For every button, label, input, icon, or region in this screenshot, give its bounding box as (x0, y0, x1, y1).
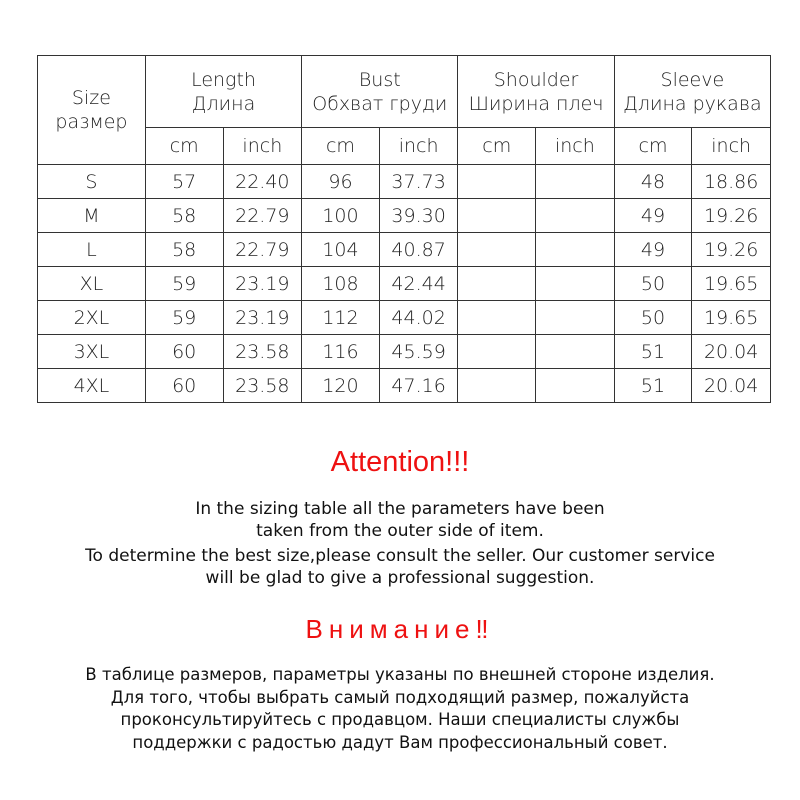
table-row (38, 267, 771, 301)
cell-size: M (38, 199, 146, 233)
header-bust (302, 56, 458, 128)
cell-shoulder-in (536, 199, 615, 233)
cell-shoulder-in (536, 267, 615, 301)
cell-sleeve-in: 19.65 (692, 301, 771, 335)
cell-bust-in: 47.16 (379, 369, 458, 403)
cell-bust-in: 40.87 (379, 233, 458, 267)
cell-size: 4XL (38, 369, 146, 403)
cell-shoulder-cm (458, 267, 536, 301)
notice-ru-line: проконсультируйтесь с продавцом. Наши специалисты службы (120, 710, 680, 729)
header-size-en: Size (71, 87, 111, 109)
cell-size: L (38, 233, 146, 267)
cell-shoulder-cm (458, 165, 536, 199)
table-unit-row (38, 128, 771, 165)
header-bust-ru: Обхват груди (312, 92, 448, 115)
cell-length-in: 22.79 (223, 233, 302, 267)
cell-size: XL (38, 267, 146, 301)
cell-bust-cm: 108 (302, 267, 380, 301)
attention-title-ru: Внимание‼ (305, 614, 495, 644)
cell-bust-cm: 120 (302, 369, 380, 403)
cell-length-in: 22.79 (223, 199, 302, 233)
cell-shoulder-cm (458, 301, 536, 335)
cell-shoulder-in (536, 233, 615, 267)
cell-length-in: 22.40 (223, 165, 302, 199)
cell-sleeve-in: 20.04 (692, 369, 771, 403)
cell-sleeve-in: 19.26 (692, 199, 771, 233)
cell-length-cm: 60 (145, 335, 223, 369)
unit-shoulder-cm: cm (458, 128, 536, 165)
cell-length-in: 23.19 (223, 301, 302, 335)
header-length-en: Length (191, 68, 256, 91)
cell-length-cm: 58 (145, 233, 223, 267)
table-row (38, 369, 771, 403)
header-bust-en: Bust (358, 68, 401, 91)
cell-bust-cm: 112 (302, 301, 380, 335)
cell-shoulder-cm (458, 199, 536, 233)
notice-ru (0, 664, 800, 754)
unit-length-inch: inch (223, 128, 302, 165)
cell-length-cm: 58 (145, 199, 223, 233)
table-row (38, 199, 771, 233)
cell-bust-in: 42.44 (379, 267, 458, 301)
table-row (38, 301, 771, 335)
header-sleeve (614, 56, 770, 128)
notice-en-measurement (0, 498, 800, 542)
cell-length-in: 23.58 (223, 335, 302, 369)
cell-sleeve-cm: 49 (614, 199, 692, 233)
table-header-row (38, 56, 771, 128)
cell-bust-cm: 96 (302, 165, 380, 199)
header-length (145, 56, 301, 128)
header-size-ru: размер (55, 111, 128, 133)
cell-sleeve-cm: 48 (614, 165, 692, 199)
notice-en-line: To determine the best size,please consult the seller. Our customer service (85, 546, 715, 566)
cell-length-in: 23.19 (223, 267, 302, 301)
cell-shoulder-cm (458, 233, 536, 267)
cell-shoulder-in (536, 369, 615, 403)
table-row (38, 165, 771, 199)
cell-size: 2XL (38, 301, 146, 335)
notice-ru-line: В таблице размеров, параметры указаны по внешней стороне изделия. (85, 665, 715, 684)
notice-en-line: In the sizing table all the parameters have been (195, 499, 605, 519)
header-shoulder-ru: Ширина плеч (468, 92, 604, 115)
unit-shoulder-inch: inch (536, 128, 615, 165)
cell-sleeve-cm: 51 (614, 369, 692, 403)
table-row (38, 233, 771, 267)
cell-size: 3XL (38, 335, 146, 369)
cell-length-cm: 57 (145, 165, 223, 199)
header-shoulder (458, 56, 614, 128)
cell-bust-in: 44.02 (379, 301, 458, 335)
cell-bust-cm: 100 (302, 199, 380, 233)
cell-bust-cm: 116 (302, 335, 380, 369)
cell-bust-in: 37.73 (379, 165, 458, 199)
cell-sleeve-cm: 51 (614, 335, 692, 369)
header-shoulder-en: Shoulder (493, 68, 579, 91)
cell-shoulder-in (536, 165, 615, 199)
cell-bust-cm: 104 (302, 233, 380, 267)
cell-sleeve-cm: 50 (614, 267, 692, 301)
cell-sleeve-cm: 50 (614, 301, 692, 335)
unit-bust-inch: inch (379, 128, 458, 165)
attention-title-en: Attention!!! (330, 446, 470, 478)
cell-length-cm: 59 (145, 267, 223, 301)
cell-shoulder-cm (458, 335, 536, 369)
header-sleeve-ru: Длина рукава (623, 92, 762, 115)
cell-shoulder-in (536, 335, 615, 369)
cell-length-cm: 60 (145, 369, 223, 403)
cell-sleeve-in: 19.65 (692, 267, 771, 301)
table-row (38, 335, 771, 369)
notice-en-line: will be glad to give a professional suggestion. (205, 568, 595, 588)
notice-ru-line: Для того, чтобы выбрать самый подходящий размер, пожалуйста (110, 687, 690, 707)
unit-length-cm: cm (145, 128, 223, 165)
notice-en-consult (0, 545, 800, 589)
cell-length-in: 23.58 (223, 369, 302, 403)
cell-sleeve-in: 19.26 (692, 233, 771, 267)
unit-sleeve-inch: inch (692, 128, 771, 165)
cell-size: S (38, 165, 146, 199)
cell-bust-in: 45.59 (379, 335, 458, 369)
unit-bust-cm: cm (302, 128, 380, 165)
cell-length-cm: 59 (145, 301, 223, 335)
header-size (38, 56, 146, 165)
unit-sleeve-cm: cm (614, 128, 692, 165)
notice-ru-line: поддержки с радостью дадут Вам профессиональный совет. (132, 732, 668, 752)
cell-sleeve-in: 18.86 (692, 165, 771, 199)
cell-sleeve-in: 20.04 (692, 335, 771, 369)
size-chart-table (37, 55, 771, 403)
cell-sleeve-cm: 49 (614, 233, 692, 267)
cell-shoulder-in (536, 301, 615, 335)
notice-en-line: taken from the outer side of item. (256, 521, 544, 541)
cell-bust-in: 39.30 (379, 199, 458, 233)
header-length-ru: Длина (191, 92, 256, 115)
cell-shoulder-cm (458, 369, 536, 403)
header-sleeve-en: Sleeve (660, 68, 725, 91)
